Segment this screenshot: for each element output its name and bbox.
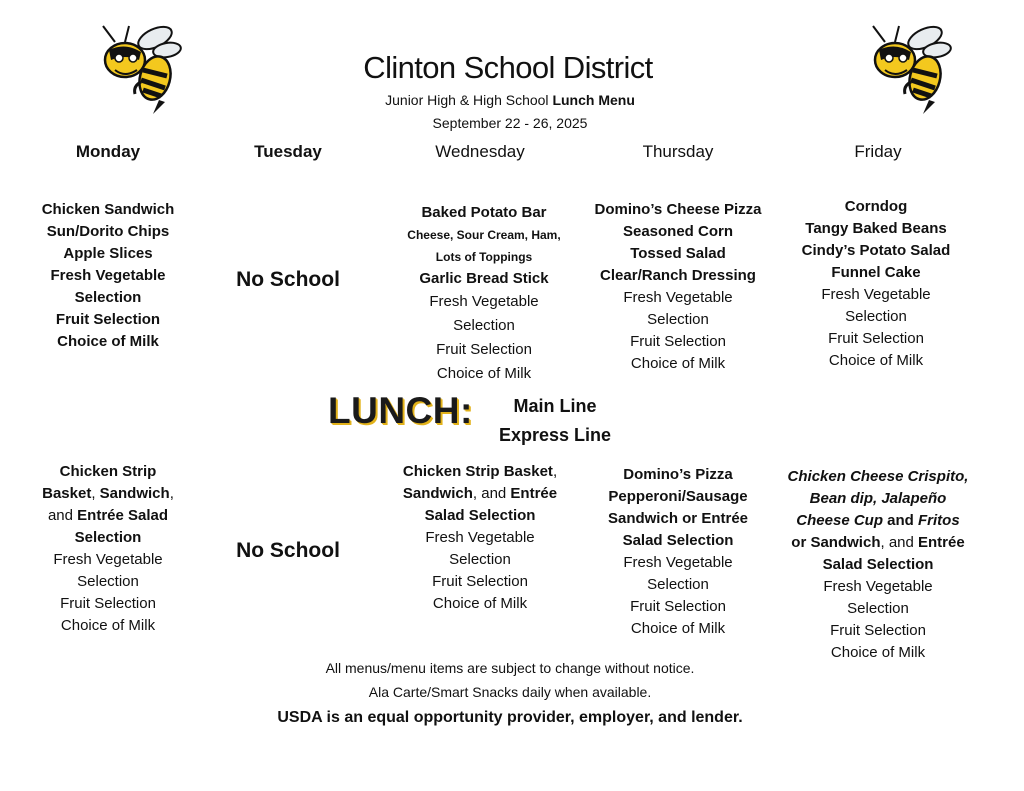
subtitle-bold: Lunch Menu: [552, 92, 635, 108]
menu-item-part: Entrée Salad: [77, 507, 169, 524]
menu-item: Choice of Milk: [828, 352, 924, 369]
menu-item-detail: Lots of Toppings: [435, 250, 533, 264]
menu-item: Domino’s Cheese Pizza: [594, 201, 762, 218]
menu-item: Fruit Selection: [60, 595, 156, 612]
lunch-line-labels: [480, 392, 630, 450]
menu-item-part: and: [47, 507, 78, 524]
menu-item: Fresh Vegetable: [823, 578, 933, 595]
menu-item: Fresh Vegetable: [50, 267, 166, 284]
menu-item: Cindy’s Potato Salad: [801, 242, 951, 259]
footer-usda-statement: USDA is an equal opportunity provider, employer, and lender.: [277, 709, 743, 726]
menu-item: Sandwich or Entrée: [607, 510, 749, 527]
express-line-label: Express Line: [498, 425, 612, 445]
menu-item: Chicken Strip: [59, 463, 157, 480]
menu-item: [8, 505, 208, 527]
menu-item: Fruit Selection: [828, 330, 924, 347]
footer-notice: All menus/menu items are subject to change without notice.: [325, 660, 695, 676]
menu-dates: September 22 - 26, 2025: [432, 115, 588, 131]
menu-item: Fruit Selection: [55, 311, 161, 328]
menu-item: Choice of Milk: [830, 644, 926, 661]
menu-item: Garlic Bread Stick: [419, 270, 549, 287]
footer-ala-carte: Ala Carte/Smart Snacks daily when available.: [368, 684, 652, 700]
menu-item: Choice of Milk: [57, 333, 159, 350]
main-line-label: Main Line: [513, 396, 597, 416]
menu-item: Apple Slices: [63, 245, 153, 262]
menu-item-part: Sandwich: [99, 485, 170, 502]
menu-item: [768, 510, 988, 532]
menu-item: Selection: [74, 529, 142, 546]
menu-item: Baked Potato Bar: [421, 204, 547, 221]
menu-item: Choice of Milk: [60, 617, 156, 634]
menu-item-part: ,: [552, 463, 558, 480]
menu-item: Funnel Cake: [831, 264, 921, 281]
main-line-friday: [776, 196, 976, 372]
menu-item: Fruit Selection: [630, 333, 726, 350]
menu-item: Chicken Sandwich: [41, 201, 175, 218]
menu-item: Fresh Vegetable: [429, 293, 539, 310]
menu-item: Selection: [449, 551, 511, 568]
menu-item: Salad Selection: [822, 556, 934, 573]
menu-item: Selection: [77, 573, 139, 590]
menu-item: Salad Selection: [622, 532, 734, 549]
express-line-friday: [768, 466, 988, 664]
menu-item-detail: Cheese, Sour Cream, Ham,: [407, 228, 561, 242]
menu-item: Choice of Milk: [630, 620, 726, 637]
main-line-tuesday-no-school: No School: [236, 268, 340, 291]
menu-item: Seasoned Corn: [622, 223, 734, 240]
menu-item-part: ,: [91, 485, 100, 502]
menu-item: Selection: [647, 311, 709, 328]
menu-item: Bean dip, Jalapeño: [809, 490, 947, 507]
menu-item: Fresh Vegetable: [623, 289, 733, 306]
menu-item: Chicken Cheese Crispito,: [787, 468, 969, 485]
menu-item: Selection: [845, 308, 907, 325]
menu-item: Fresh Vegetable: [821, 286, 931, 303]
express-line-wednesday: [380, 461, 580, 615]
menu-item: Sun/Dorito Chips: [46, 223, 170, 240]
menu-item-part: Sandwich: [402, 485, 473, 502]
day-header-wednesday: Wednesday: [435, 142, 525, 161]
menu-item: Corndog: [844, 198, 908, 215]
page-subtitle: [0, 92, 1020, 108]
menu-item: Domino’s Pizza: [623, 466, 733, 483]
menu-item: Fruit Selection: [436, 341, 532, 358]
menu-item: Fruit Selection: [630, 598, 726, 615]
day-header-monday: Monday: [75, 142, 141, 161]
day-header-tuesday: Tuesday: [254, 142, 322, 161]
menu-item: Selection: [647, 576, 709, 593]
menu-item-part: and: [883, 512, 919, 529]
menu-item: Choice of Milk: [436, 365, 532, 382]
menu-item-part: Entrée: [510, 485, 558, 502]
express-line-thursday: [578, 464, 778, 640]
menu-item: [8, 483, 208, 505]
menu-item-part: , and: [472, 485, 511, 502]
express-line-tuesday-no-school: No School: [236, 539, 340, 562]
day-header-friday: Friday: [854, 142, 902, 161]
menu-item: [768, 532, 988, 554]
menu-item: Pepperoni/Sausage: [608, 488, 748, 505]
menu-item: Salad Selection: [424, 507, 536, 524]
day-header-thursday: Thursday: [642, 142, 714, 161]
main-line-monday: [8, 199, 208, 353]
main-line-thursday: [578, 199, 778, 375]
main-line-wednesday: [384, 202, 584, 386]
menu-item: [380, 483, 580, 505]
menu-item-part: Basket: [42, 485, 92, 502]
menu-item-part: Fritos: [918, 512, 960, 529]
menu-item-part: , and: [880, 534, 919, 551]
menu-item: Choice of Milk: [630, 355, 726, 372]
menu-item: Selection: [74, 289, 142, 306]
menu-item: Selection: [453, 317, 515, 334]
menu-item-part: Entrée: [918, 534, 965, 551]
menu-item: Clear/Ranch Dressing: [600, 267, 756, 284]
menu-item: Fresh Vegetable: [53, 551, 163, 568]
menu-item: Tossed Salad: [630, 245, 726, 262]
menu-item-part: Cheese Cup: [796, 512, 883, 529]
menu-item: Fresh Vegetable: [425, 529, 535, 546]
express-line-monday: [8, 461, 208, 637]
subtitle-text: Junior High & High School: [385, 92, 553, 108]
menu-item: Tangy Baked Beans: [805, 220, 947, 237]
menu-item-part: ,: [169, 485, 174, 502]
menu-item: Choice of Milk: [432, 595, 528, 612]
menu-item-part: or Sandwich: [791, 534, 881, 551]
menu-item-part: Chicken Strip Basket: [402, 463, 553, 480]
menu-item: [380, 461, 580, 483]
page-title: Clinton School District: [363, 50, 653, 85]
menu-item: Selection: [847, 600, 909, 617]
menu-item: Fruit Selection: [830, 622, 926, 639]
menu-item: Fresh Vegetable: [623, 554, 733, 571]
lunch-banner-word: LUNCH:: [328, 390, 473, 431]
menu-item: Fruit Selection: [432, 573, 528, 590]
